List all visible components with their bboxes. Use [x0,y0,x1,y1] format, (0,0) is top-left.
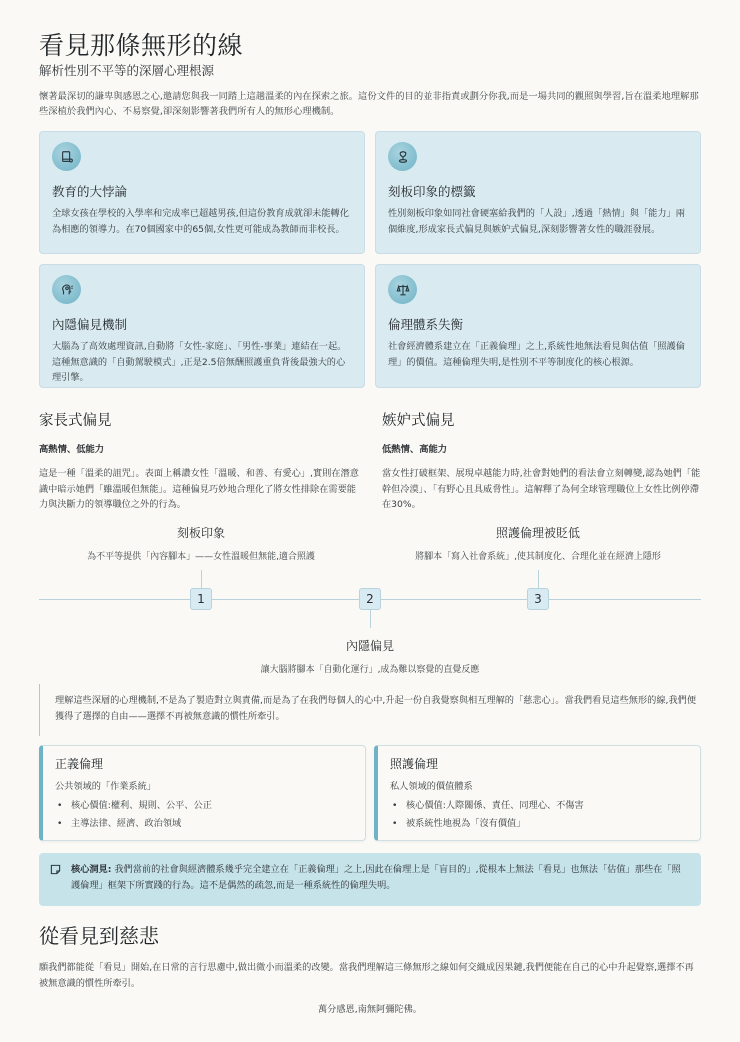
care-ethics-box [374,745,701,841]
brain-head-icon [52,275,81,304]
reflection-quote: 理解這些深層的心理機制,不是為了製造對立與責備,而是為了在我們每個人的心中,升起一份自我覺察與相互理解的「慈悲心」。當我們看見這些無形的線,我們便獲得了選擇的自由——選擇不再被無意識的慣性所牽引。 [39,684,701,736]
section-title: 嫉妒式偏見 [382,413,455,429]
scales-icon [388,275,417,304]
closing-paragraph: 願我們都能從「看見」開始,在日常的言行思慮中,做出微小而溫柔的改變。當我們理解這三條無形之線如何交織成因果鏈,我們便能在自己的心中升起覺察,選擇不再被無意識的慣性所牽引。 [39,962,694,989]
bias-text: 當女性打破框架、展現卓越能力時,社會對她們的看法會立刻轉變,認為她們「能幹但冷漠」、「有野心且具威脅性」。這解釋了為何全球管理職位上女性比例停滯在30%。 [382,468,701,510]
signoff-text: 萬分感恩,南無阿彌陀佛。 [318,1004,422,1015]
timeline-step-desc: 將腳本「寫入社會系統」,使其制度化、合理化並在經濟上隱形 [415,552,661,562]
card-text: 性別刻板印象如同社會硬塞給我們的「人設」,透過「熱情」與「能力」兩個維度,形成家長式偏見與嫉妒式偏見,深刻影響著女性的職涯發展。 [388,208,685,235]
timeline-node-2: 2 [359,588,381,610]
ethic-subtitle: 私人領域的價值體系 [390,781,473,792]
card-text: 全球女孩在學校的入學率和完成率已超越男孩,但這份教育成就卻未能轉化為相應的領導力。在70個國家中的65個,女性更可能成為教師而非校長。 [52,208,349,235]
card-title: 內隱偏見機制 [52,317,128,332]
closing-title: 從看見到慈悲 [39,924,159,948]
ethic-list [55,797,353,833]
list-item: • 主導法律、經濟、政治領域 [55,815,353,833]
timeline-connector [538,570,539,589]
card-title: 刻板印象的標籤 [388,184,476,199]
card-education-paradox [39,131,365,254]
justice-ethics-box [39,745,366,841]
timeline-node-1: 1 [190,588,212,610]
ethic-subtitle: 公共領域的「作業系統」 [55,781,157,792]
timeline-step-desc: 為不平等提供「內容腳本」——女性溫暖但無能,適合照護 [87,552,315,562]
person-label-icon [388,142,417,171]
bias-tag: 高熱情、低能力 [39,444,105,455]
card-ethics-imbalance [375,264,701,388]
core-insight-callout [39,853,701,906]
intro-paragraph: 懷著最深切的謙卑與感恩之心,邀請您與我一同踏上這趟溫柔的內在探索之旅。這份文件的目的並非指責或劃分你我,而是一場共同的觀照與學習,旨在溫柔地理解那些深植於我們內心、不易察覺,卻深刻影響著我們所有人的無形心理機制。 [39,91,699,117]
timeline-step-implicit-bias [250,637,490,675]
timeline-step-desc: 讓大腦將腳本「自動化運行」,成為難以察覺的直覺反應 [260,665,480,675]
bias-tag: 低熱情、高能力 [382,444,448,455]
timeline-step-care-devalued [398,524,678,562]
page-title: 看見那條無形的線 [39,31,244,60]
list-item: • 核心價值:權利、規則、公平、公正 [55,797,353,815]
list-item: • 被系統性地視為「沒有價值」 [390,815,688,833]
timeline-node-3: 3 [527,588,549,610]
card-text: 大腦為了高效處理資訊,自動將「女性-家庭」、「男性-事業」連結在一起。這種無意識的「自動駕駛模式」,正是2.5倍無酬照護重負背後最強大的心理引擎。 [52,341,347,383]
card-title: 倫理體系失衡 [388,317,464,332]
timeline-step-title: 刻板印象 [176,526,225,540]
ethic-list [390,797,688,833]
envious-bias-section [382,409,702,513]
ethic-title: 正義倫理 [55,757,104,771]
insight-text: 我們當前的社會與經濟體系幾乎完全建立在「正義倫理」之上,因此在倫理上是「盲目的」,從根本上無法「看見」也無法「估值」那些在「照護倫理」框架下所實踐的行為。這不是偶然的疏忽,而是一種系統性的倫理失明。 [71,864,681,891]
timeline-step-title: 內隱偏見 [345,639,394,653]
timeline-step-title: 照護倫理被貶低 [495,526,580,540]
book-icon [52,142,81,171]
page-subtitle: 解析性別不平等的深層心理根源 [39,63,215,78]
card-text: 社會經濟體系建立在「正義倫理」之上,系統性地無法看見與估值「照護倫理」的價值。這種倫理失明,是性別不平等制度化的核心根源。 [388,341,685,368]
timeline-connector [201,570,202,589]
timeline-step-stereotype [81,524,321,562]
timeline-connector [370,610,371,628]
bias-text: 這是一種「溫柔的詛咒」。表面上稱讚女性「溫暖、和善、有愛心」,實則在潛意識中暗示她們「雖溫暖但無能」。這種偏見巧妙地合理化了將女性排除在需要能力與決斷力的領導職位之外的行為。 [39,468,359,510]
list-item: • 核心價值:人際關係、責任、同理心、不傷害 [390,797,688,815]
note-icon [50,864,61,875]
card-stereotype-labels [375,131,701,254]
paternalistic-bias-section [39,409,359,513]
card-implicit-bias [39,264,365,388]
card-title: 教育的大悖論 [52,184,128,199]
section-title: 家長式偏見 [39,413,112,429]
ethic-title: 照護倫理 [390,757,439,771]
insight-label: 核心洞見: [71,864,112,875]
